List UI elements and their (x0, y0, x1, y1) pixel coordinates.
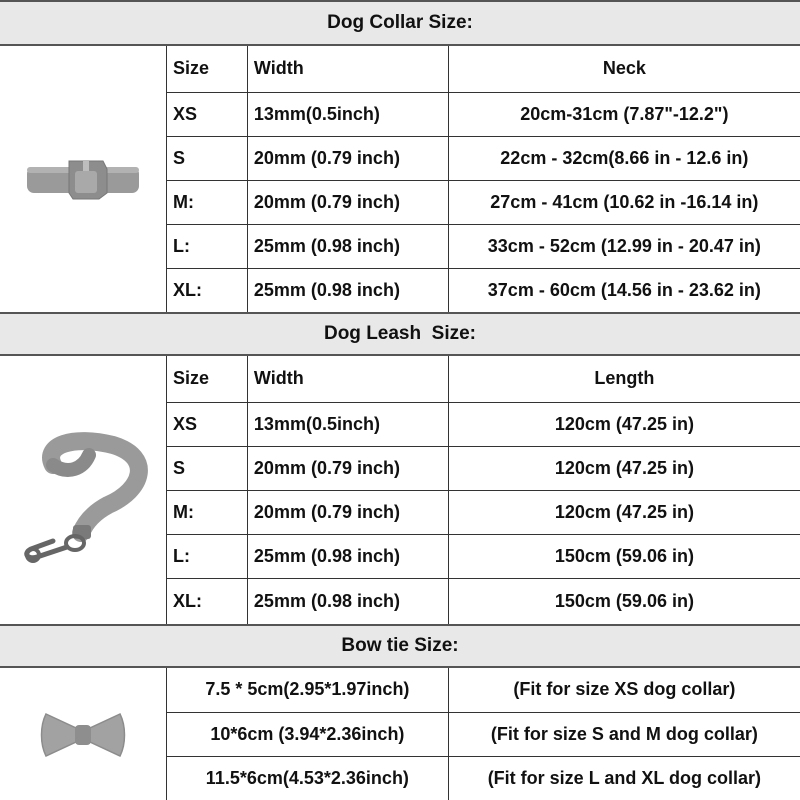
bowtie-fit-cell: (Fit for size L and XL dog collar) (448, 756, 800, 800)
bowtie-section-header (0, 624, 800, 668)
table-row (167, 446, 800, 490)
dog-leash-icon (13, 405, 153, 575)
bowtie-dimension-cell: 11.5*6cm(4.53*2.36inch) (167, 756, 449, 800)
leash-length-cell: 120cm (47.25 in) (448, 402, 800, 446)
table-row (167, 756, 800, 800)
collar-neck-cell: 20cm-31cm (7.87"-12.2") (448, 92, 800, 136)
collar-width-cell: 13mm(0.5inch) (247, 92, 448, 136)
table-row (167, 534, 800, 578)
collar-neck-cell: 37cm - 60cm (14.56 in - 23.62 in) (448, 268, 800, 312)
leash-size-cell: XS (167, 402, 248, 446)
table-row (167, 268, 800, 312)
collar-size-cell: XS (167, 92, 248, 136)
leash-length-cell: 120cm (47.25 in) (448, 446, 800, 490)
table-row (167, 136, 800, 180)
table-row (167, 180, 800, 224)
leash-image-cell (0, 356, 166, 624)
bowtie-fit-cell: (Fit for size XS dog collar) (448, 668, 800, 712)
collar-width-cell: 20mm (0.79 inch) (247, 180, 448, 224)
leash-table (166, 356, 800, 624)
table-row (167, 712, 800, 756)
table-row (167, 490, 800, 534)
collar-title: Dog Collar Size: (327, 12, 473, 33)
leash-header-length: Length (448, 356, 800, 402)
leash-width-cell: 20mm (0.79 inch) (247, 490, 448, 534)
collar-width-cell: 25mm (0.98 inch) (247, 268, 448, 312)
bowtie-title: Bow tie Size: (341, 635, 459, 656)
table-row (167, 224, 800, 268)
collar-neck-cell: 33cm - 52cm (12.99 in - 20.47 in) (448, 224, 800, 268)
collar-image-cell (0, 46, 166, 312)
bowtie-table (166, 668, 800, 800)
leash-header-size: Size (167, 356, 248, 402)
leash-header-row (167, 356, 800, 402)
bowtie-dimension-cell: 7.5 * 5cm(2.95*1.97inch) (167, 668, 449, 712)
collar-size-cell: S (167, 136, 248, 180)
bowtie-section (0, 668, 800, 800)
bow-tie-icon (38, 704, 128, 764)
leash-size-cell: S (167, 446, 248, 490)
collar-header-size: Size (167, 46, 248, 92)
collar-section-header (0, 0, 800, 46)
leash-width-cell: 25mm (0.98 inch) (247, 534, 448, 578)
leash-size-cell: M: (167, 490, 248, 534)
collar-size-cell: M: (167, 180, 248, 224)
leash-width-cell: 20mm (0.79 inch) (247, 446, 448, 490)
collar-section (0, 46, 800, 312)
dog-collar-icon (23, 149, 143, 209)
collar-width-cell: 20mm (0.79 inch) (247, 136, 448, 180)
collar-table (166, 46, 800, 312)
bowtie-fit-cell: (Fit for size S and M dog collar) (448, 712, 800, 756)
bowtie-image-cell (0, 668, 166, 800)
leash-size-cell: L: (167, 534, 248, 578)
leash-width-cell: 25mm (0.98 inch) (247, 578, 448, 624)
leash-title: Dog Leash Size: (323, 323, 477, 344)
leash-header-width: Width (247, 356, 448, 402)
table-row (167, 668, 800, 712)
leash-section-header (0, 312, 800, 356)
collar-header-width: Width (247, 46, 448, 92)
leash-length-cell: 150cm (59.06 in) (448, 578, 800, 624)
collar-neck-cell: 27cm - 41cm (10.62 in -16.14 in) (448, 180, 800, 224)
leash-length-cell: 120cm (47.25 in) (448, 490, 800, 534)
collar-neck-cell: 22cm - 32cm(8.66 in - 12.6 in) (448, 136, 800, 180)
table-row (167, 578, 800, 624)
collar-size-cell: L: (167, 224, 248, 268)
leash-size-cell: XL: (167, 578, 248, 624)
collar-width-cell: 25mm (0.98 inch) (247, 224, 448, 268)
collar-size-cell: XL: (167, 268, 248, 312)
collar-header-neck: Neck (448, 46, 800, 92)
bowtie-dimension-cell: 10*6cm (3.94*2.36inch) (167, 712, 449, 756)
leash-section (0, 356, 800, 624)
collar-header-row (167, 46, 800, 92)
leash-length-cell: 150cm (59.06 in) (448, 534, 800, 578)
table-row (167, 402, 800, 446)
table-row (167, 92, 800, 136)
leash-width-cell: 13mm(0.5inch) (247, 402, 448, 446)
